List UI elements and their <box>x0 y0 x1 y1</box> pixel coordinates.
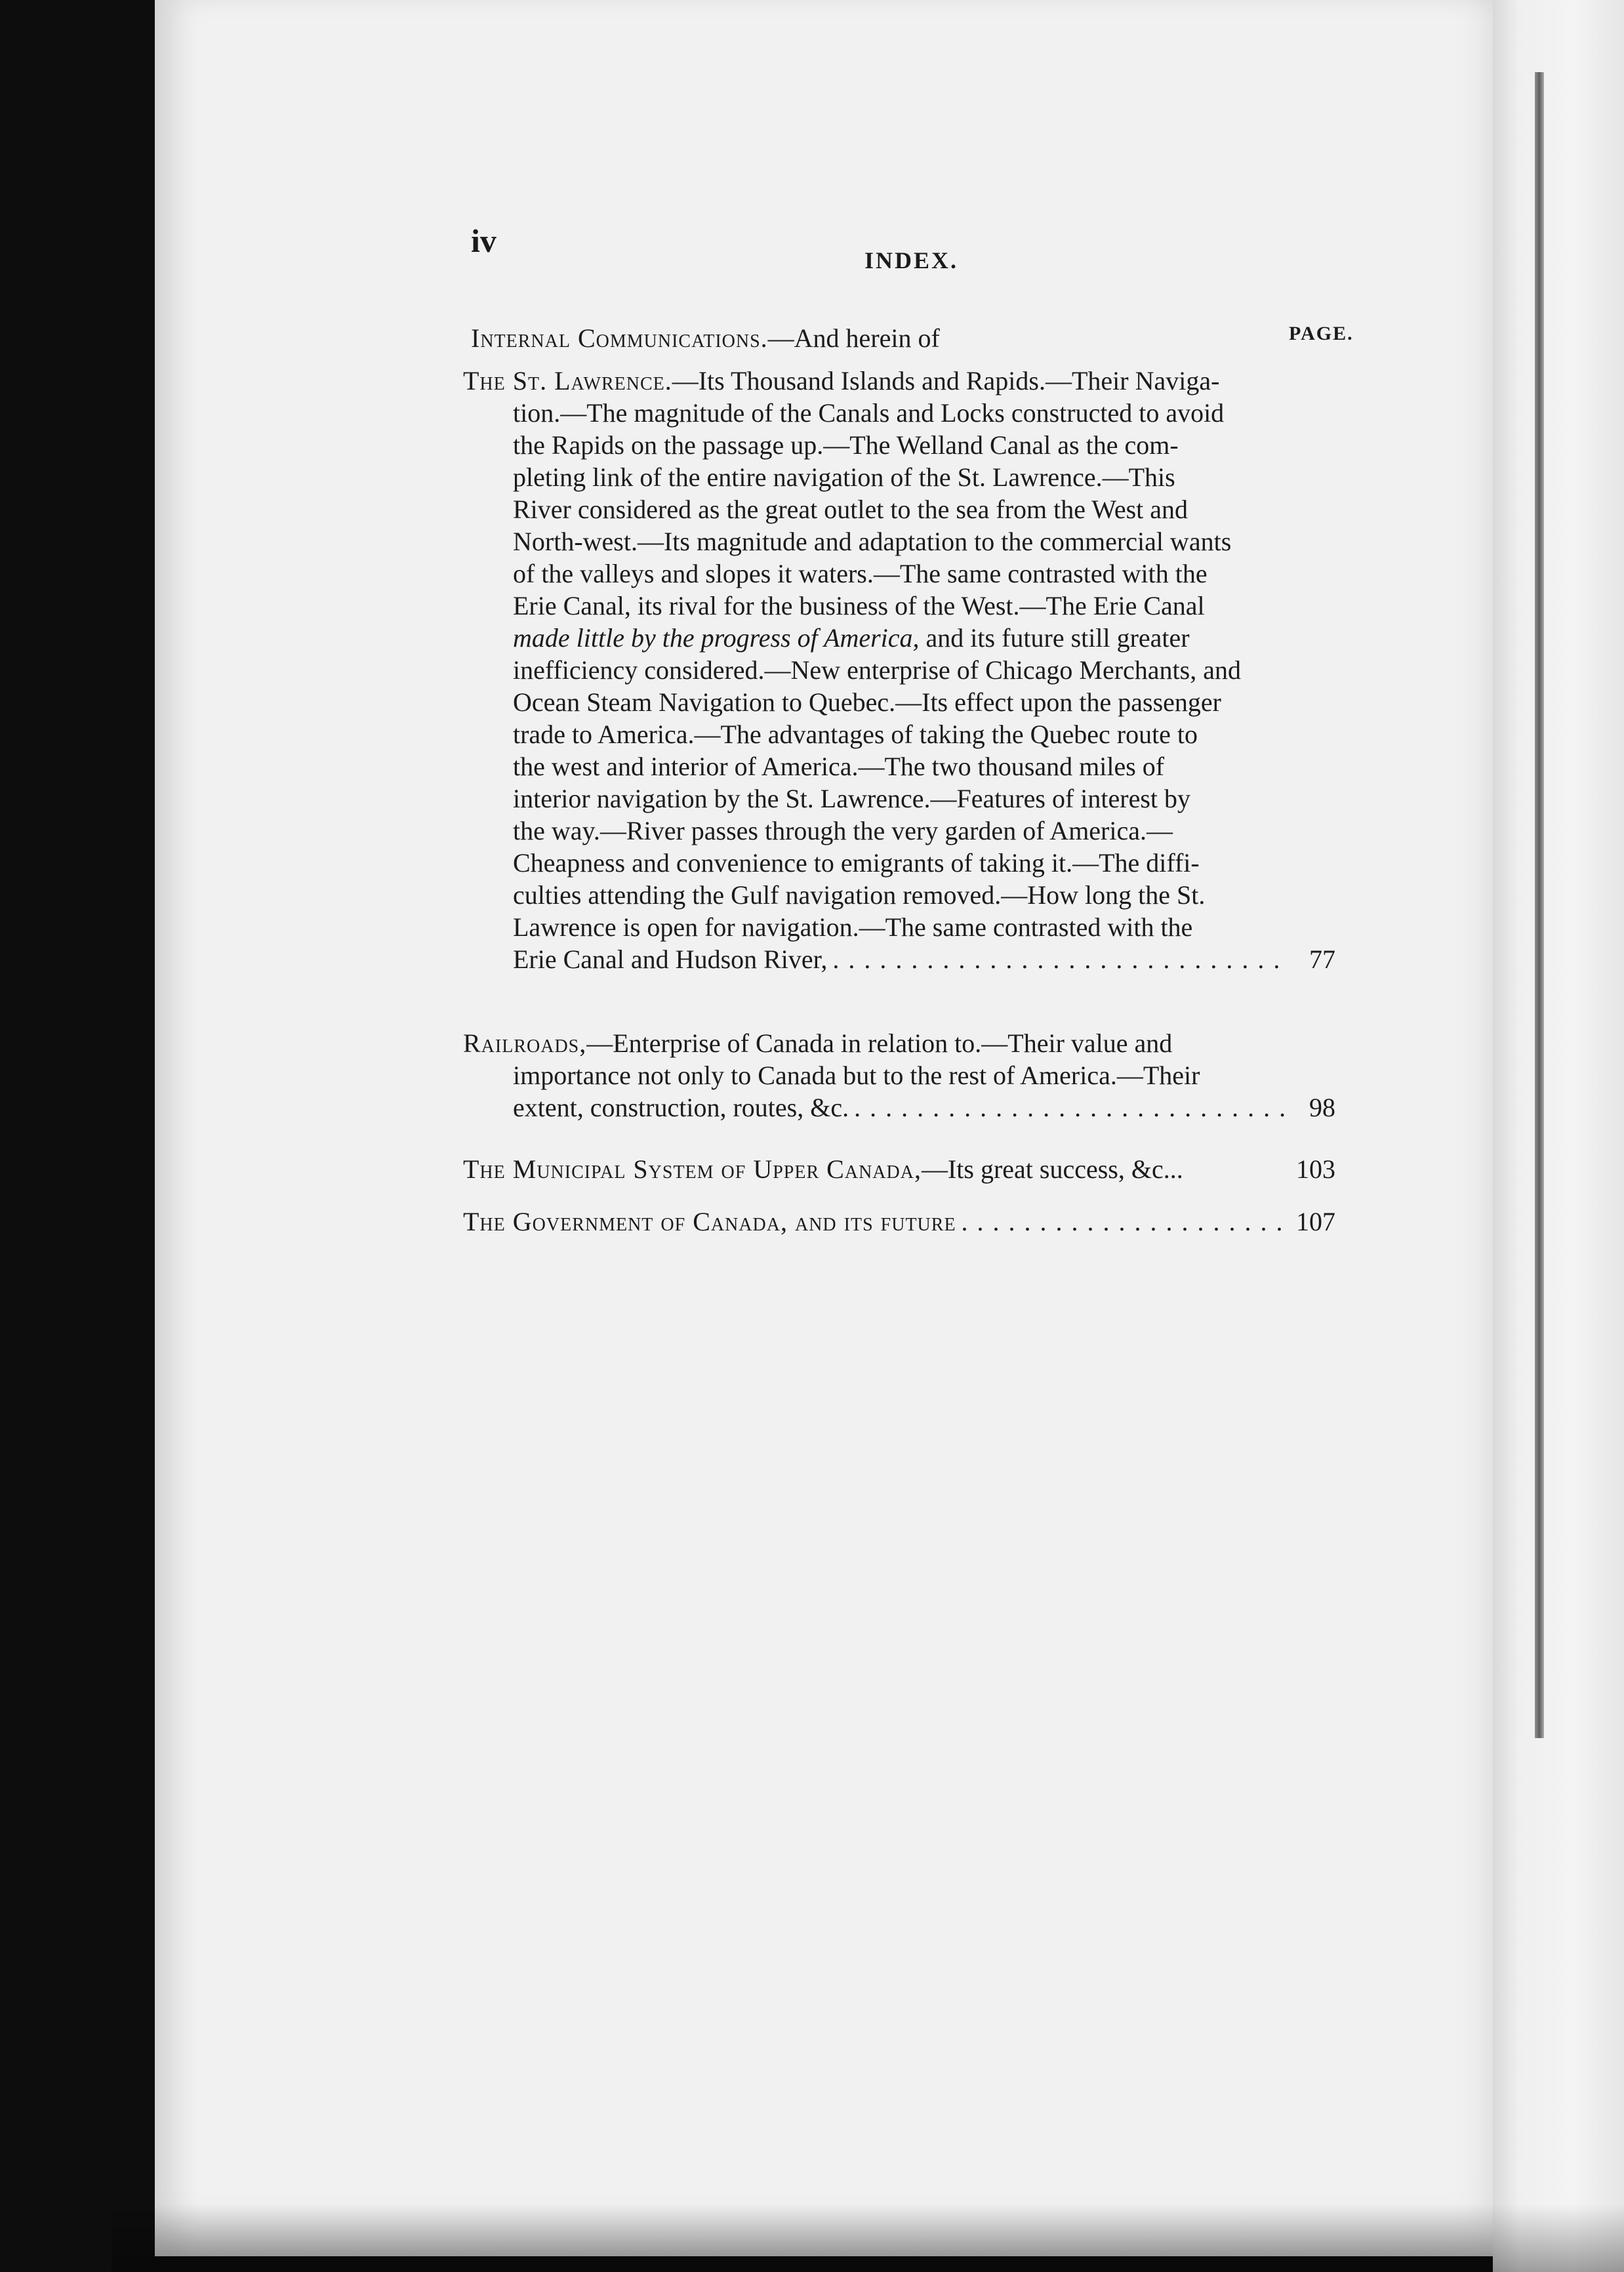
entry-text-line: culties attending the Gulf navigation removed.—How long the St. <box>513 880 1206 910</box>
entry-text-line: inefficiency considered.—New enterprise of Chicago Merchants, and <box>513 655 1241 685</box>
entry-text-line: tion.—The magnitude of the Canals and Locks constructed to avoid <box>513 398 1225 428</box>
entry-text-line: importance not only to Canada but to the rest of America.—Their <box>513 1061 1200 1090</box>
facing-page-edge <box>1493 0 1624 2272</box>
dot-leader <box>832 943 1284 975</box>
section-intro-title: Internal Communications. <box>471 323 768 353</box>
entry-text-line: trade to America.—The advantages of taking the Quebec route to <box>513 720 1198 749</box>
page-column-header: PAGE. <box>1289 323 1354 344</box>
dot-leader <box>854 1091 1284 1124</box>
entry-heading: The Municipal System of Upper Canada, <box>463 1154 922 1184</box>
entry-text-line: extent, construction, routes, &c. <box>513 1093 849 1122</box>
entry-text-line: Ocean Steam Navigation to Quebec.—Its effect upon the passenger <box>513 687 1221 717</box>
entry-page-number: 98 <box>1309 1093 1335 1122</box>
entry-text-line: of the valleys and slopes it waters.—The same contrasted with the <box>513 559 1208 588</box>
index-entry-municipal-system <box>463 1153 1335 1185</box>
entry-text-line: Lawrence is open for navigation.—The same contrasted with the <box>513 912 1193 942</box>
section-intro <box>471 323 940 354</box>
running-head: INDEX. <box>864 247 959 274</box>
entry-text-line: —Enterprise of Canada in relation to.—Their value and <box>586 1028 1173 1058</box>
entry-text-italic: made little by the progress of America, <box>513 623 920 653</box>
entry-text-line: pleting link of the entire navigation of the St. Lawrence.—This <box>513 462 1175 492</box>
entry-heading: The Government of Canada, and its future <box>463 1207 956 1236</box>
entry-heading: The St. Lawrence. <box>463 366 672 396</box>
entry-text-line: and its future still greater <box>919 623 1190 653</box>
entry-text-line: the way.—River passes through the very garden of America.— <box>513 816 1173 845</box>
entry-page-number: 107 <box>1296 1207 1335 1236</box>
entry-text-line: interior navigation by the St. Lawrence.—Features of interest by <box>513 784 1191 813</box>
index-entry-government <box>463 1206 1335 1238</box>
entry-text-line: —Its great success, &c... <box>921 1154 1183 1184</box>
entry-heading: Railroads, <box>463 1028 587 1058</box>
index-entry-railroads <box>463 1027 1335 1124</box>
entry-text-line: the west and interior of America.—The two thousand miles of <box>513 752 1165 781</box>
section-intro-rest: —And herein of <box>767 323 940 353</box>
entry-text-line: —Its Thousand Islands and Rapids.—Their Naviga- <box>672 366 1220 396</box>
entry-text-line: Cheapness and convenience to emigrants of taking it.—The diffi- <box>513 848 1200 878</box>
folio-page-number: iv <box>471 222 497 259</box>
entry-text-line: Erie Canal, its rival for the business of the West.—The Erie Canal <box>513 591 1205 620</box>
dot-leader <box>962 1206 1284 1238</box>
entry-text-line: North-west.—Its magnitude and adaptation to the commercial wants <box>513 527 1232 556</box>
entry-text-line: River considered as the great outlet to the sea from the West and <box>513 495 1188 524</box>
index-entry-st-lawrence <box>463 365 1335 975</box>
entry-page-number: 77 <box>1309 944 1335 974</box>
entry-text-line: the Rapids on the passage up.—The Welland Canal as the com- <box>513 430 1179 460</box>
binding-fold <box>1535 72 1544 1738</box>
page-bottom-shadow <box>112 2204 1624 2272</box>
entry-page-number: 103 <box>1296 1154 1335 1184</box>
entry-text-line: Erie Canal and Hudson River, <box>513 944 828 974</box>
